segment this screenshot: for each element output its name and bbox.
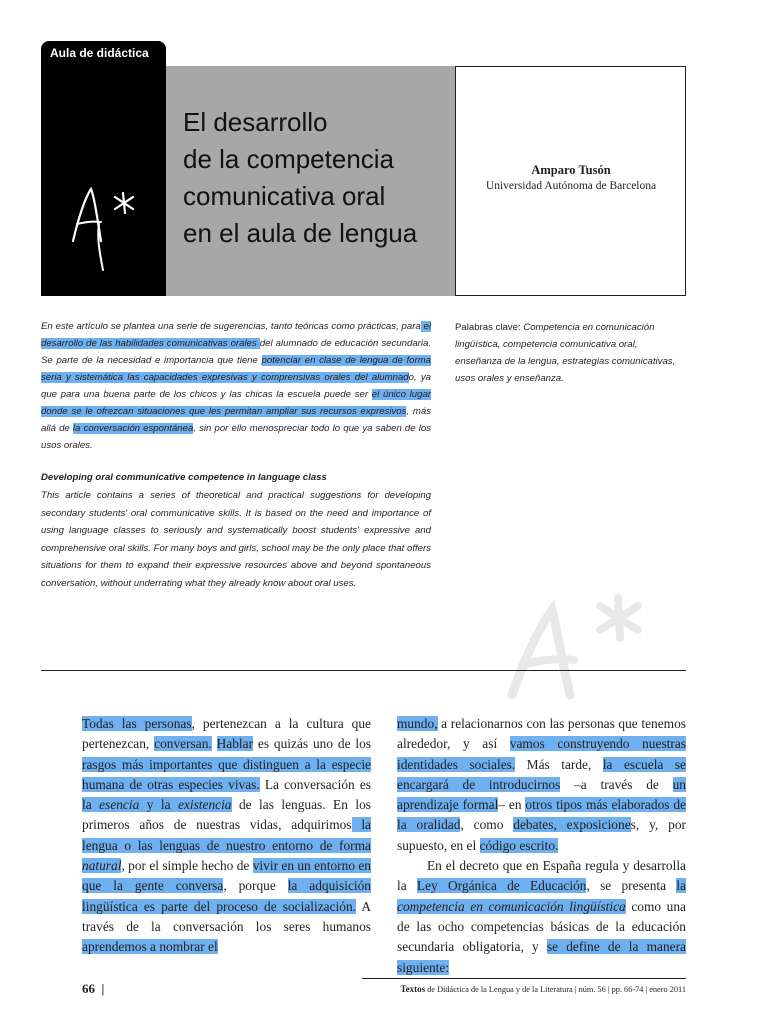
abstract-english-title: Developing oral communicative competence in language class bbox=[41, 472, 327, 483]
highlight: vivir en un entorno en que la gente conversa bbox=[82, 858, 372, 894]
author-affiliation: Universidad Autónoma de Barcelona bbox=[485, 180, 657, 192]
watermark-a-star-icon bbox=[500, 580, 670, 700]
highlight: Ley Orgánica de Educación bbox=[416, 878, 587, 894]
body-column-right bbox=[397, 714, 686, 978]
highlight: conversan. bbox=[154, 736, 212, 752]
highlight: la adquisición lingüística es parte del proceso de socialización. bbox=[82, 878, 371, 914]
keywords-values: Competencia en comunicación lingüística, competencia comunicativa oral, enseñanza de la lengua, estrategias comunicativas, usos orales y enseñanza. bbox=[455, 322, 676, 384]
title-line-4: en el aula de lengua bbox=[183, 218, 418, 248]
article-title bbox=[183, 104, 448, 252]
highlight: rasgos más importantes que distinguen a la especie humana de otras especies vivas. bbox=[82, 756, 371, 792]
footer-divider bbox=[362, 978, 686, 979]
highlight: el desarrollo de las habilidades comunicativas orales bbox=[41, 321, 431, 349]
highlight: la esencia y la existencia bbox=[82, 797, 232, 813]
highlight: Hablar bbox=[216, 736, 254, 752]
highlight: otros tipos más elaborados de la oralidad bbox=[397, 797, 687, 833]
logo-panel bbox=[41, 66, 166, 296]
highlight: debates, exposicione bbox=[513, 817, 631, 833]
abstract-spanish: En este artículo se plantea una serie de sugerencias, tanto teóricas como prácticas, para el desarrollo de las habilidades comunicativas orales del alumnado de educación secundaria. Se parte de la necesidad e importancia que tiene potenciar en clase de lengua de forma seria y sistemática las capacidades expresivas y comprensivas orales del alumnado, ya que para una buena parte de los chicos y las chicas la escuela puede ser el único lugar donde se le ofrezcan situaciones que les permitan ampliar sus recursos expresivos, más allá de la conversación espontánea, sin por ello menospreciar todo lo que ya saben de los usos orales. bbox=[41, 321, 432, 451]
highlight: código escrito. bbox=[479, 837, 559, 853]
paragraph: En el decreto que en España regula y desarrolla la Ley Orgánica de Educación, se presenta la competencia en comunicación lingüística como una de las ocho competencias básicas de la educación secundaria obligatoria, y se define de la manera siguiente: bbox=[397, 858, 687, 975]
paragraph: Todas las personas, pertenezcan a la cultura que pertenezcan, conversan. Hablar es quizás uno de los rasgos más importantes que distinguen a la especie humana de otras especies vivas. La conversación es la esencia y la existencia de las lenguas. En los primeros años de nuestras vidas, adquirimos la lengua o las lenguas de nuestro entorno de forma natural, por el simple hecho de vivir en un entorno en que la gente conversa, porque la adquisición lingüística es parte del proceso de socialización. A través de la conversación los seres humanos aprendemos a nombrar el bbox=[82, 716, 372, 955]
highlight: vamos construyendo nuestras identidades sociales. bbox=[397, 736, 686, 772]
section-divider bbox=[41, 670, 686, 671]
page-number: 66 | bbox=[82, 981, 105, 996]
title-line-1: El desarrollo bbox=[183, 107, 328, 137]
highlight: mundo, bbox=[397, 716, 438, 731]
highlight: la conversación espontánea bbox=[72, 423, 194, 434]
abstract-english: This article contains a series of theoretical and practical suggestions for developing secondary students' oral communicative skills. It is based on the need and importance of using language classes to seriously and systematically boost students' expressive and comprehensive oral skills. For many boys and girls, school may be the only place that offers situations for them to expand their expressive resources above and beyond spontaneous conversation, without underrating what they already know about oral uses. bbox=[41, 490, 431, 589]
highlight: aprendemos a nombrar el bbox=[82, 939, 218, 955]
title-line-3: comunicativa oral bbox=[183, 181, 386, 211]
author-name: Amparo Tusón bbox=[531, 163, 611, 177]
highlight: se define de la manera siguiente: bbox=[397, 939, 686, 975]
keywords bbox=[455, 319, 686, 387]
section-tag: Aula de didáctica bbox=[41, 41, 166, 67]
highlight: el único lugar donde se le ofrezcan situaciones que les permitan ampliar sus recursos expresivos bbox=[41, 389, 431, 417]
paragraph: mundo, a relacionarnos con las personas que tenemos alrededor, y así vamos construyendo nuestras identidades sociales. Más tarde, la escuela se encargará de introducirnos –a través de un aprendizaje formal– en otros tipos más elaborados de la oralidad, como debates, exposiciones, y, por supuesto, en el código escrito. bbox=[397, 716, 687, 853]
body-column-left bbox=[82, 714, 371, 958]
highlight: potenciar en clase de lengua de forma seria y sistemática las capacidades expresivas y comprensivas orales del alumnad bbox=[41, 355, 432, 383]
highlight: Todas las personas bbox=[82, 716, 192, 731]
keywords-label: Palabras clave: bbox=[455, 322, 524, 333]
highlight: la competencia en comunicación lingüística bbox=[397, 878, 686, 914]
a-star-logo-icon bbox=[41, 66, 166, 296]
highlight: un aprendizaje formal bbox=[397, 776, 686, 813]
highlight: la escuela se encargará de introducirnos bbox=[397, 756, 686, 792]
journal-citation: Textos de Didáctica de la Lengua y de la Literatura | núm. 56 | pp. 66-74 | enero 2011 bbox=[400, 984, 686, 994]
highlight: la lengua o las lenguas de nuestro entorno de forma natural bbox=[82, 817, 371, 874]
title-line-2: de la competencia bbox=[183, 144, 395, 174]
